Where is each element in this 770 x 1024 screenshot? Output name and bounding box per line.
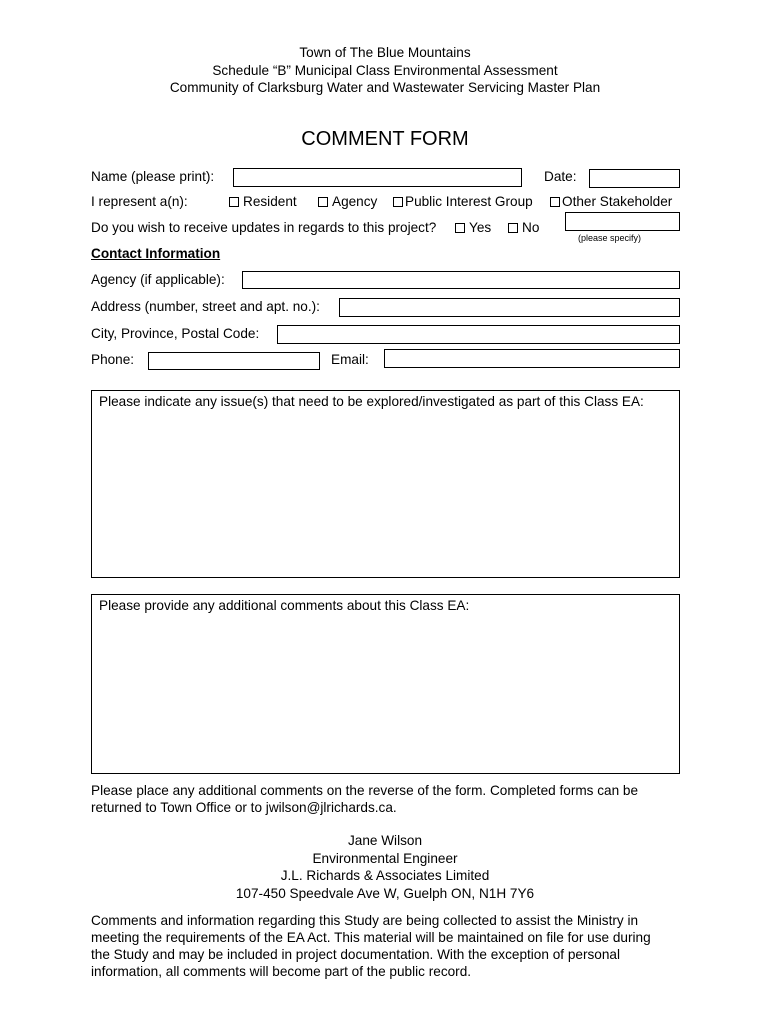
contact-name: Jane Wilson	[347, 833, 423, 848]
option-resident[interactable]: Resident	[229, 194, 297, 210]
issues-textarea[interactable]	[91, 390, 680, 578]
comments-prompt: Please provide any additional comments about this Class EA:	[99, 598, 470, 613]
email-input[interactable]	[384, 349, 680, 368]
contact-title: Environmental Engineer	[312, 851, 458, 866]
agency-input[interactable]	[242, 271, 680, 289]
option-no[interactable]: No	[508, 220, 539, 236]
privacy-note-line-4: information, all comments will become part of the public record.	[91, 964, 472, 979]
return-note-line-1: Please place any additional comments on the reverse of the form. Completed forms can be	[91, 783, 639, 798]
updates-question: Do you wish to receive updates in regards to this project?	[91, 220, 437, 235]
privacy-note-line-2: meeting the requirements of the EA Act. This material will be maintained on file for use during	[91, 930, 651, 945]
name-input[interactable]	[233, 168, 522, 187]
agency-label: Agency (if applicable):	[91, 272, 225, 287]
privacy-note-line-3: the Study and may be included in project documentation. With the exception of personal	[91, 947, 620, 962]
form-title: COMMENT FORM	[301, 128, 469, 150]
date-label: Date:	[544, 169, 577, 184]
option-public-interest-group[interactable]: Public Interest Group	[393, 194, 533, 210]
phone-input[interactable]	[148, 352, 320, 370]
contact-company: J.L. Richards & Associates Limited	[280, 868, 490, 883]
date-input[interactable]	[589, 169, 680, 188]
address-input[interactable]	[339, 298, 680, 317]
address-label: Address (number, street and apt. no.):	[91, 299, 320, 314]
option-agency[interactable]: Agency	[318, 194, 377, 210]
contact-info-heading: Contact Information	[91, 246, 221, 261]
checkbox-icon[interactable]	[393, 197, 403, 207]
represent-label: I represent a(n):	[91, 194, 188, 209]
header-line-2: Schedule “B” Municipal Class Environmental Assessment	[212, 63, 558, 78]
phone-label: Phone:	[91, 352, 135, 367]
option-yes[interactable]: Yes	[455, 220, 491, 236]
header-line-3: Community of Clarksburg Water and Wastewater Servicing Master Plan	[169, 80, 601, 95]
please-specify-note: (please specify)	[578, 233, 642, 243]
privacy-note-line-1: Comments and information regarding this Study are being collected to assist the Ministry in	[91, 913, 639, 928]
checkbox-icon[interactable]	[455, 223, 465, 233]
email-label: Email:	[331, 352, 369, 367]
comments-textarea[interactable]	[91, 594, 680, 774]
issues-prompt: Please indicate any issue(s) that need to be explored/investigated as part of this Class EA:	[99, 394, 644, 409]
checkbox-icon[interactable]	[318, 197, 328, 207]
contact-address: 107-450 Speedvale Ave W, Guelph ON, N1H 7Y6	[235, 886, 535, 901]
return-note-line-2: returned to Town Office or to jwilson@jlrichards.ca.	[91, 800, 397, 815]
other-stakeholder-input[interactable]	[565, 212, 680, 231]
option-other-stakeholder[interactable]: Other Stakeholder	[550, 194, 672, 210]
checkbox-icon[interactable]	[508, 223, 518, 233]
checkbox-icon[interactable]	[550, 197, 560, 207]
name-label: Name (please print):	[91, 169, 215, 184]
checkbox-icon[interactable]	[229, 197, 239, 207]
header-line-1: Town of The Blue Mountains	[299, 45, 471, 60]
city-province-postal-input[interactable]	[277, 325, 680, 344]
city-label: City, Province, Postal Code:	[91, 326, 260, 341]
